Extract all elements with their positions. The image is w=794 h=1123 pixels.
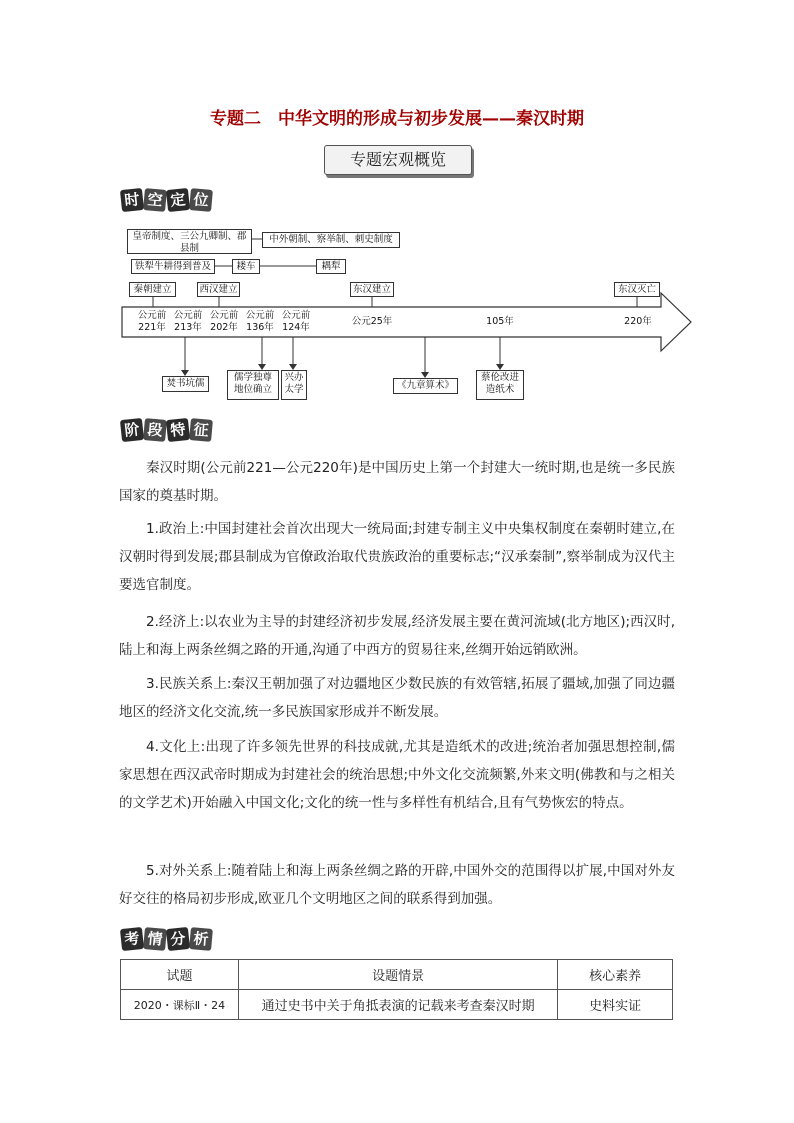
system-box: 皇帝制度、三公九卿制、郡县制 — [127, 229, 252, 254]
section-tag-char: 析 — [189, 927, 213, 951]
point-ethnic: 3.民族关系上:秦汉王朝加强了对边疆地区少数民族的有效管辖,拓展了疆域,加强了同边疆地区的经济文化交流,统一多民族国家形成并不断发展。 — [119, 676, 675, 720]
exam-analysis-table — [120, 959, 673, 1020]
section-tag-char: 考 — [120, 927, 144, 951]
section-tag-char: 情 — [143, 927, 167, 951]
page-title: 专题二 中华文明的形成与初步发展——秦汉时期 — [210, 109, 584, 129]
eastern-han-end-box: 东汉灭亡 — [614, 282, 660, 297]
section-tag-char: 位 — [189, 188, 213, 212]
date-124bc: 公元前124年 — [281, 310, 311, 333]
burning-books-box: 焚书坑儒 — [162, 376, 209, 392]
date-221bc: 公元前221年 — [137, 310, 167, 333]
cailun-box: 蔡伦改进造纸术 — [476, 370, 524, 400]
iron-ox-box: 铁犁牛耕得到普及 — [131, 259, 215, 274]
section-tag-analysis — [121, 928, 213, 950]
table-header-row — [121, 960, 673, 990]
point-political: 1.政治上:中国封建社会首次出现大一统局面;封建专制主义中央集权制度在秦朝时建立,在汉朝时得到发展;郡县制成为官僚政治取代贵族政治的重要标志;“汉承秦制”,察举制成为汉代主要选官制度。 — [119, 521, 675, 593]
point-culture: 4.文化上:出现了许多领先世界的科技成就,尤其是造纸术的改进;统治者加强思想控制,儒家思想在西汉武帝时期成为封建社会的统治思想;中外文化交流频繁,外来文明(佛教和与之相关的文学艺术)开始融入中国文化;文化的统一性与多样性有机结合,且有气势恢宏的特点。 — [119, 739, 675, 811]
date-25ad: 公元25年 — [351, 316, 393, 327]
date-213bc: 公元前213年 — [173, 310, 203, 333]
point-foreign: 5.对外关系上:随着陆上和海上两条丝绸之路的开辟,中国外交的范围得以扩展,中国对外友好交往的格局初步形成,欧亚几个文明地区之间的联系得到加强。 — [119, 863, 675, 907]
table-row — [121, 990, 673, 1020]
table-header-cell: 核心素养 — [558, 960, 673, 990]
timeline-lines — [0, 0, 794, 410]
oulv-box: 耦犁 — [316, 259, 346, 274]
date-105ad: 105年 — [486, 316, 514, 327]
section-tag-char: 定 — [166, 188, 190, 212]
table-cell: 2020・课标Ⅱ・24 — [121, 990, 239, 1020]
section-tag-char: 时 — [120, 188, 144, 212]
section-tag-char: 空 — [143, 188, 167, 212]
timeline-diagram — [0, 0, 794, 410]
section-tag-char: 段 — [143, 418, 167, 442]
taixue-box: 兴办太学 — [281, 370, 307, 400]
section-tag-char: 分 — [166, 927, 190, 951]
section-tag-char: 征 — [189, 418, 213, 442]
overview-banner: 专题宏观概览 — [324, 145, 472, 175]
later-system-box: 中外朝制、察举制、刺史制度 — [262, 232, 400, 248]
jiuzhang-box: 《九章算术》 — [393, 378, 458, 394]
qin-founded-box: 秦朝建立 — [129, 282, 176, 297]
date-136bc: 公元前136年 — [245, 310, 275, 333]
intro-paragraph: 秦汉时期(公元前221—公元220年)是中国历史上第一个封建大一统时期,也是统一多民族国家的奠基时期。 — [119, 460, 675, 504]
table-header-cell: 试题 — [121, 960, 239, 990]
table-header-cell: 设题情景 — [238, 960, 557, 990]
section-tag-char: 特 — [166, 418, 190, 442]
confucian-box: 儒学独尊地位确立 — [227, 370, 279, 400]
table-cell: 史料实证 — [558, 990, 673, 1020]
eastern-han-founded-box: 东汉建立 — [350, 282, 394, 297]
louche-box: 耧车 — [232, 259, 260, 274]
date-220ad: 220年 — [624, 316, 652, 327]
table-cell: 通过史书中关于角抵表演的记载来考查秦汉时期 — [238, 990, 557, 1020]
section-tag-stage — [121, 419, 213, 441]
point-economic: 2.经济上:以农业为主导的封建经济初步发展,经济发展主要在黄河流域(北方地区);西汉时,陆上和海上两条丝绸之路的开通,沟通了中西方的贸易往来,丝绸开始远销欧洲。 — [119, 614, 675, 658]
date-202bc: 公元前202年 — [209, 310, 239, 333]
section-tag-char: 阶 — [120, 418, 144, 442]
western-han-founded-box: 西汉建立 — [197, 282, 240, 297]
